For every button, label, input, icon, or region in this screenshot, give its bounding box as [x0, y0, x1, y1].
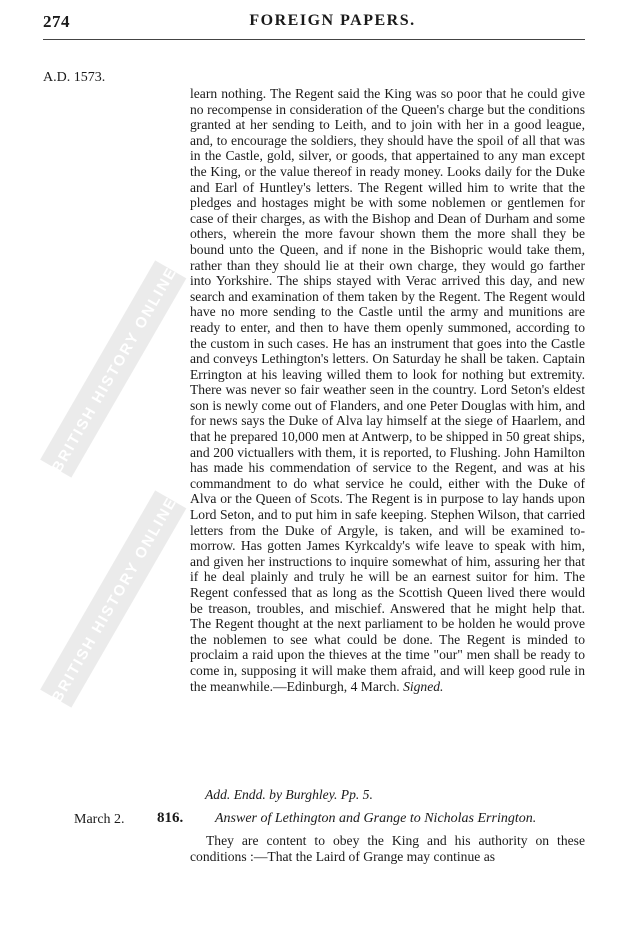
- header-rule: [43, 39, 585, 40]
- entry-title: Answer of Lethington and Grange to Nicholas Errington.: [215, 811, 537, 826]
- margin-year: A.D. 1573.: [43, 70, 106, 85]
- endorsement-note: Add. Endd. by Burghley. Pp. 5.: [205, 787, 373, 802]
- page-number: 274: [43, 12, 70, 31]
- watermark-text-1: BRITISH HISTORY ONLINE: [48, 263, 181, 476]
- entry-number: 816.: [157, 810, 184, 826]
- running-title: FOREIGN PAPERS.: [249, 12, 416, 29]
- letter-body: [190, 86, 585, 694]
- watermark-text-2: BRITISH HISTORY ONLINE: [48, 493, 181, 706]
- letter-text: learn nothing. The Regent said the King was so poor that he could give no recompense in consideration of the Queen's charge but the conditions granted at her sending to Leith, and to join with her in a good league, and, to encourage the soldiers, they should have the spoil of all that was in the Castle, gold, silver, or goods, that appertained to any man except the King, or the value thereof in ready money. Looks daily for the Duke and Earl of Huntley's letters. The Regent willed him to write that the pledges and hostages might be with some noblemen or gentlemen for case of their charges, as with the Bishop and Dean of Durham and some others, wherein the more favour shown them the more shall they be bound unto the Queen, and if none in the Bishopric would take them, rather than they should lie at their own charge, they would go farther into Yorkshire. The ships stayed with Verac arrived this day, and new search and examination of them taken by the Regent. The Regent would have no more sending to the Castle until the army and munitions are ready to enter, and then to have them openly summoned, according to the custom in such cases. He has an instrument that goes into the Castle and conveys Lethington's letters. On Saturday he shall be taken. Captain Errington at his leaving willed them to look for nothing but extremity. There was never so fair weather seen in the country. Lord Seton's eldest son is newly come out of Flanders, and one Peter Douglas with him, and for news says the Duke of Alva lay himself at the siege of Haarlem, and that he prepared 10,000 men at Antwerp, to be shipped in 50 great ships, and 200 victuallers with them, it is reported, to Flushing. John Hamilton has made his commendation of service to the Regent, and was at his commandment to do what service he could, either with the Duke of Alva or the Queen of Scots. The Regent is in purpose to lay hands upon Lord Seton, and to put him in safe keeping. Stephen Wilson, that carried letters from the Duke of Argyle, is taken, and will be examined to-morrow. Has gotten James Kyrkcaldy's wife leave to speak with him, and given her instructions to inquire somewhat of him, assuring her that if he deal plainly and truly he will be an earnest suitor for him. The Regent confessed that as long as the Scottish Queen lived there would be treason, troubles, and mischief. Answered that he might help that. The Regent thought at the next parliament to be holden he would prove the noblemen to see what could be done. The Regent is minded to proclaim a raid upon the thieves at the time "our" men shall be ready to come in, supposing it will make them afraid, and will keep good rule in the meanwhile.—Edinburgh, 4 March.: [190, 86, 585, 694]
- signed-note: Signed.: [403, 678, 444, 694]
- watermark-logo: [40, 250, 190, 720]
- entry-body: They are content to obey the King and his authority on these conditions :—That the Laird of Grange may continue as: [190, 833, 585, 864]
- entry-date: March 2.: [74, 812, 125, 827]
